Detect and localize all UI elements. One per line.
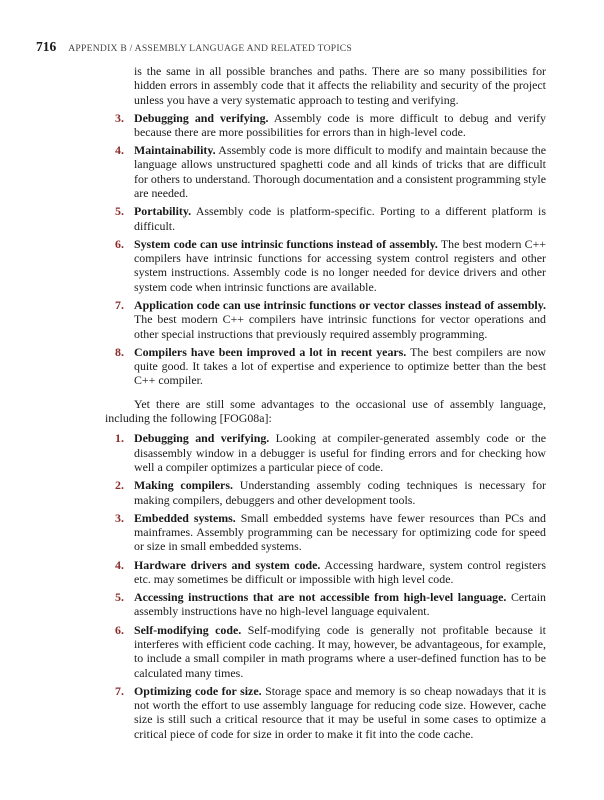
item-lead: Optimizing code for size. <box>134 683 262 698</box>
item-lead: Debugging and verifying. <box>134 431 270 446</box>
item-text: Assembly code is more difficult to debug and verify because there are more possibilities for errors than in high-level code. <box>134 110 546 139</box>
item-lead: Self-modifying code. <box>134 622 242 637</box>
page-number: 716 <box>36 39 57 54</box>
list-item <box>105 111 546 140</box>
item-number: 1. <box>115 431 124 446</box>
item-text: Understanding assembly coding techniques is necessary for making compilers, debuggers and other development tools. <box>134 478 546 507</box>
list-item <box>105 590 546 619</box>
list-item <box>105 431 546 474</box>
disadvantages-list <box>105 111 546 388</box>
item-text: Accessing hardware, system control registers etc. may sometimes be difficult or impossible with high level code. <box>134 557 546 586</box>
list-item <box>105 684 546 741</box>
item-text: Looking at compiler-generated assembly code or the disassembly window in a debugger is useful for finding errors and for checking how well a compiler optimizes a particular piece of code. <box>134 431 546 475</box>
item-number: 2. <box>115 478 124 493</box>
item-lead: Maintainability. <box>134 143 216 158</box>
list-item <box>105 204 546 233</box>
item-number: 3. <box>115 110 124 125</box>
item-number: 6. <box>115 236 124 251</box>
item-lead: Compilers have been improved a lot in recent years. <box>134 344 407 359</box>
item-text: Certain assembly instructions have no high-level language equivalent. <box>134 590 546 619</box>
item-text: The best modern C++ compilers have intrinsic functions for vector operations and other special instructions that previously required assembly programming. <box>134 312 546 341</box>
item-text: The best modern C++ compilers have intrinsic functions for accessing system control registers and other system instructions. Assembly code is no longer needed for device drivers and other system code when intrinsic functions are available. <box>134 236 546 294</box>
item-lead: Hardware drivers and system code. <box>134 557 321 572</box>
list-item <box>105 143 546 200</box>
item-lead: Accessing instructions that are not accessible from high-level language. <box>134 590 507 605</box>
list-item <box>105 345 546 388</box>
item-lead: Portability. <box>134 204 192 219</box>
page-body <box>105 64 546 745</box>
item-number: 5. <box>115 204 124 219</box>
item-lead: Debugging and verifying. <box>134 110 269 125</box>
running-head: APPENDIX B / ASSEMBLY LANGUAGE AND RELATED TOPICS <box>68 43 353 54</box>
list-item <box>105 511 546 554</box>
item-number: 7. <box>115 683 124 698</box>
list-item <box>105 558 546 587</box>
item-number: 4. <box>115 557 124 572</box>
item-number: 6. <box>115 622 124 637</box>
list-item <box>105 478 546 507</box>
item-lead: Embedded systems. <box>134 510 236 525</box>
item-number: 4. <box>115 143 124 158</box>
continued-paragraph: is the same in all possible branches and paths. There are so many possibilities for hidden errors in assembly code that it affects the reliability and security of the project unless you have a very systematic approach to testing and verifying. <box>134 64 546 107</box>
item-number: 5. <box>115 590 124 605</box>
item-number: 7. <box>115 297 124 312</box>
item-text: Assembly code is more difficult to modify and maintain because the language allows unstructured spaghetti code and all kinds of tricks that are difficult for others to understand. Thorough documentation and a consistent programming style are needed. <box>134 143 546 201</box>
item-text: Self-modifying code is generally not profitable because it interferes with efficient code caching. It may, however, be advantageous, for example, to include a small compiler in math programs where a user-defined function has to be calculated many times. <box>134 622 546 680</box>
item-lead: Making compilers. <box>134 478 233 493</box>
item-text: Assembly code is platform-specific. Porting to a different platform is difficult. <box>134 204 546 233</box>
list-item <box>105 623 546 680</box>
item-text: Small embedded systems have fewer resources than PCs and mainframes. Assembly programming can be necessary for optimizing code for speed or size in small embedded systems. <box>134 510 547 554</box>
transition-paragraph: Yet there are still some advantages to the occasional use of assembly language, including the following [FOG08a]: <box>105 396 546 426</box>
item-text: The best compilers are now quite good. It takes a lot of expertise and experience to optimize better than the best C++ compiler. <box>134 344 546 388</box>
item-number: 3. <box>115 510 124 525</box>
item-lead: Application code can use intrinsic functions or vector classes instead of assembly. <box>134 297 546 312</box>
item-lead: System code can use intrinsic functions instead of assembly. <box>134 236 438 251</box>
page-header <box>36 38 566 56</box>
list-item <box>105 298 546 341</box>
list-item <box>105 237 546 294</box>
advantages-list <box>105 431 546 741</box>
item-text: Storage space and memory is so cheap nowadays that it is not worth the effort to use assembly language for reducing code size. However, cache size is still such a critical resource that it may be useful in some cases to optimize a critical piece of code for size in order to make it fit into the code cache. <box>134 683 546 741</box>
item-number: 8. <box>115 344 124 359</box>
